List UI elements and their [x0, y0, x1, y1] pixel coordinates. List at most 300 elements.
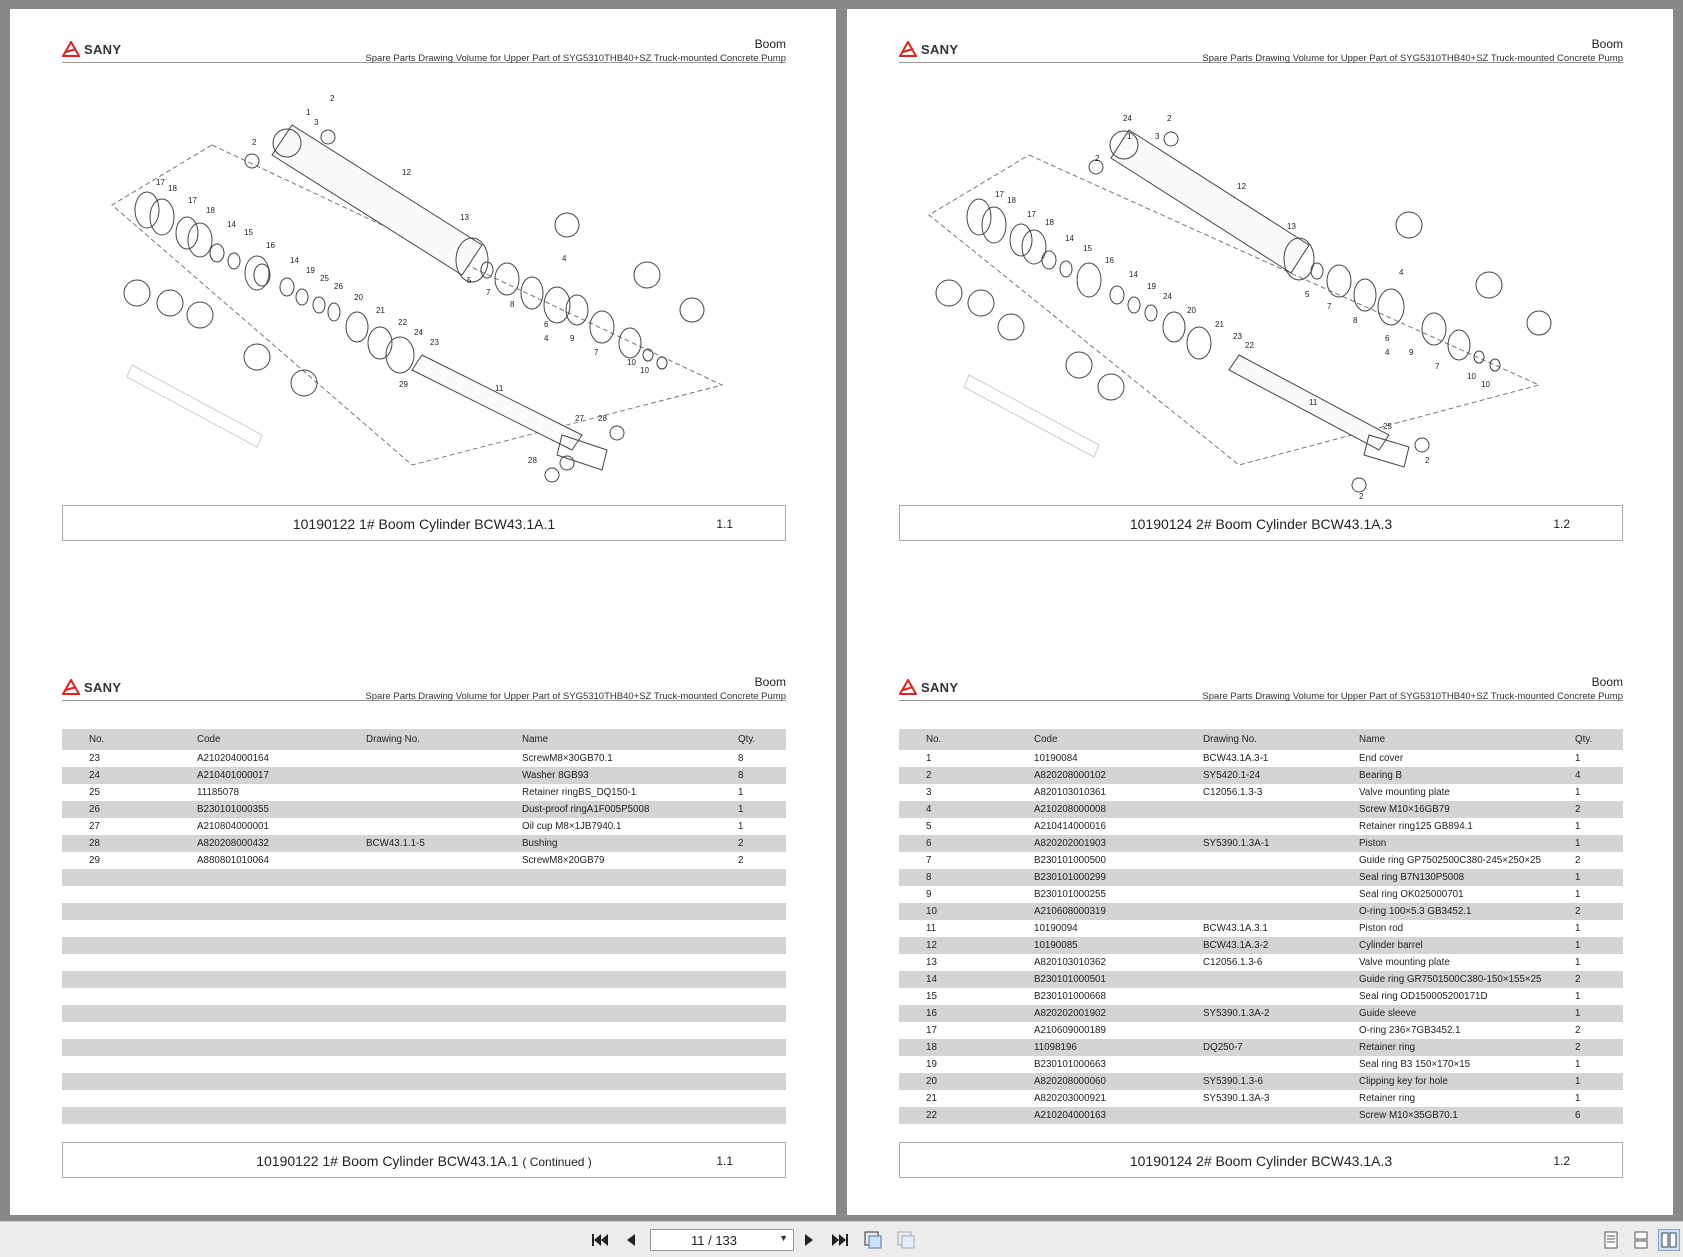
drawing-no: SY5390.1.3-6 [1176, 1073, 1332, 1090]
part-name [495, 1022, 738, 1039]
column-header: Code [1007, 729, 1176, 750]
drawing-no [339, 1022, 495, 1039]
svg-text:28: 28 [598, 414, 607, 423]
table-row [899, 1005, 1623, 1022]
part-qty [738, 1039, 786, 1056]
part-name: Screw M10×16GB79 [1332, 801, 1575, 818]
svg-text:20: 20 [354, 293, 363, 302]
table-row [62, 869, 786, 886]
sheet-header [899, 667, 1623, 701]
part-name: ScrewM8×20GB79 [522, 855, 605, 866]
drawing-caption [899, 505, 1623, 541]
document-page-right [847, 9, 1673, 1215]
part-code [170, 1022, 339, 1039]
svg-text:13: 13 [460, 213, 469, 222]
part-no [62, 1022, 170, 1039]
svg-text:10: 10 [627, 358, 636, 367]
exploded-view-drawing [62, 65, 786, 505]
sany-logo-icon [899, 41, 917, 57]
part-code: A210204000163 [1007, 1107, 1176, 1124]
column-header: Code [170, 729, 339, 750]
part-qty: 8 [738, 753, 744, 764]
drawing-no [339, 767, 495, 784]
part-qty [738, 937, 786, 954]
part-qty [738, 886, 786, 903]
table-row [62, 818, 786, 835]
document-subtitle: Spare Parts Drawing Volume for Upper Part of SYG5310THB40+SZ Truck-mounted Concrete Pump [365, 691, 786, 702]
part-code: A820208000432 [170, 835, 339, 852]
continuous-view-button[interactable] [1630, 1229, 1652, 1251]
svg-text:19: 19 [1147, 282, 1156, 291]
svg-text:1: 1 [1127, 132, 1132, 141]
drawing-no [1176, 1022, 1332, 1039]
part-name: Seal ring B3 150×170×15 [1359, 1059, 1471, 1070]
table-row [899, 1022, 1623, 1039]
single-page-icon [1604, 1231, 1618, 1249]
part-no: 9 [926, 889, 932, 900]
part-code: A210401000017 [170, 767, 339, 784]
part-qty: 1 [1575, 937, 1623, 954]
table-row [899, 937, 1623, 954]
table-row [899, 869, 1623, 886]
svg-text:9: 9 [570, 334, 575, 343]
drawing-no: BCW43.1A.3.1 [1203, 923, 1268, 934]
part-no [62, 869, 170, 886]
part-code: 10190084 [1034, 753, 1078, 764]
part-qty: 1 [1575, 1093, 1581, 1104]
part-no: 3 [926, 787, 932, 798]
table-row [62, 852, 786, 869]
table-row [899, 954, 1623, 971]
part-code [170, 1107, 339, 1124]
part-no: 20 [899, 1073, 1007, 1090]
part-code [170, 886, 339, 903]
part-code: A210804000001 [197, 821, 269, 832]
part-no: 12 [899, 937, 1007, 954]
part-name [495, 954, 738, 971]
svg-text:25: 25 [320, 274, 329, 283]
part-name [495, 1005, 738, 1022]
svg-text:2: 2 [1359, 492, 1364, 501]
page-number-field[interactable] [650, 1229, 794, 1251]
svg-text:22: 22 [398, 318, 407, 327]
drawing-no: BCW43.1.1-5 [339, 835, 495, 852]
part-no: 23 [89, 753, 100, 764]
table-title-text: 10190122 1# Boom Cylinder BCW43.1A.1 [256, 1153, 519, 1169]
svg-text:18: 18 [168, 184, 177, 193]
svg-text:7: 7 [594, 348, 599, 357]
table-row [899, 886, 1623, 903]
chevron-down-icon[interactable]: ▼ [779, 1233, 788, 1243]
next-page-icon [803, 1233, 815, 1247]
column-header: Qty. [738, 729, 786, 750]
part-no: 16 [899, 1005, 1007, 1022]
part-no [62, 903, 170, 920]
viewer-toolbar [0, 1221, 1683, 1257]
column-header: Drawing No. [1176, 729, 1332, 750]
part-no: 1 [926, 753, 932, 764]
sany-logo-icon [62, 679, 80, 695]
drawing-no [1176, 903, 1332, 920]
drawing-no: SY5390.1.3A-2 [1176, 1005, 1332, 1022]
part-qty: 2 [1575, 801, 1623, 818]
document-page-left [10, 9, 836, 1215]
part-name: Guide ring GR7501500C380-150×155×25 [1332, 971, 1575, 988]
svg-text:18: 18 [1007, 196, 1016, 205]
drawing-no: SY5420.1-24 [1176, 767, 1332, 784]
part-no: 19 [926, 1059, 937, 1070]
fit-width-button[interactable] [895, 1229, 917, 1251]
document-subtitle: Spare Parts Drawing Volume for Upper Part of SYG5310THB40+SZ Truck-mounted Concrete Pump [365, 53, 786, 64]
part-no: 7 [926, 855, 932, 866]
table-header-row [899, 729, 1623, 750]
part-name [495, 1073, 738, 1090]
part-qty [738, 988, 786, 1005]
fit-page-icon [863, 1230, 883, 1250]
prev-page-button[interactable] [620, 1229, 642, 1251]
part-qty [738, 1107, 786, 1124]
svg-text:10: 10 [640, 366, 649, 375]
part-code [170, 1039, 339, 1056]
part-name: Oil cup M8×1JB7940.1 [522, 821, 622, 832]
brand-logo [899, 41, 958, 57]
part-name: Guide ring GP7502500C380-245×250×25 [1359, 855, 1541, 866]
svg-text:10: 10 [1481, 380, 1490, 389]
table-caption [62, 1142, 786, 1178]
drawing-no [339, 869, 495, 886]
drawing-no [339, 784, 495, 801]
part-qty [738, 1056, 786, 1073]
sheet-header [62, 667, 786, 701]
drawing-no: BCW43.1A.3-1 [1203, 753, 1269, 764]
drawing-no [339, 1039, 495, 1056]
part-no [62, 988, 170, 1005]
part-qty: 1 [1575, 753, 1581, 764]
part-code: B230101000663 [1034, 1059, 1106, 1070]
table-row [899, 767, 1623, 784]
part-no: 2 [899, 767, 1007, 784]
table-row [899, 920, 1623, 937]
part-qty: 1 [1575, 1073, 1623, 1090]
part-code: 10190094 [1034, 923, 1078, 934]
part-name: Dust-proof ringA1F005P5008 [495, 801, 738, 818]
part-name: Valve mounting plate [1359, 787, 1450, 798]
column-header: Name [495, 729, 738, 750]
drawing-no [339, 852, 495, 869]
part-code [170, 988, 339, 1005]
svg-text:3: 3 [1155, 132, 1160, 141]
part-no: 5 [926, 821, 932, 832]
table-row [899, 1073, 1623, 1090]
part-name: Seal ring OD150005200171D [1359, 991, 1488, 1002]
drawing-title: 10190124 2# Boom Cylinder BCW43.1A.3 [1129, 516, 1393, 532]
part-qty: 1 [1575, 1059, 1581, 1070]
drawing-no [1176, 818, 1332, 835]
table-row [62, 1005, 786, 1022]
svg-text:4: 4 [1399, 268, 1404, 277]
part-name [495, 1107, 738, 1124]
part-name: Clipping key for hole [1332, 1073, 1575, 1090]
parts-table [62, 729, 786, 1124]
part-code: A820103010362 [1034, 957, 1106, 968]
drawing-no [339, 903, 495, 920]
part-no: 18 [899, 1039, 1007, 1056]
continuous-page-icon [1634, 1231, 1648, 1249]
svg-text:14: 14 [227, 220, 236, 229]
part-qty [738, 971, 786, 988]
part-code: A820202001903 [1007, 835, 1176, 852]
part-qty: 8 [738, 767, 786, 784]
part-name: Washer 8GB93 [495, 767, 738, 784]
table-row [899, 784, 1623, 801]
part-no: 25 [89, 787, 100, 798]
table-number: 1.2 [1553, 1154, 1570, 1168]
part-qty: 1 [1575, 1005, 1623, 1022]
part-no: 8 [899, 869, 1007, 886]
drawing-caption [62, 505, 786, 541]
part-code: A880801010064 [197, 855, 269, 866]
part-code [170, 971, 339, 988]
brand-logo [62, 41, 121, 57]
drawing-no [339, 971, 495, 988]
svg-text:18: 18 [206, 206, 215, 215]
table-row [899, 1107, 1623, 1124]
single-page-view-button[interactable] [1600, 1229, 1622, 1251]
part-qty: 1 [738, 801, 786, 818]
part-qty: 1 [1575, 957, 1581, 968]
svg-text:20: 20 [1187, 306, 1196, 315]
svg-text:17: 17 [188, 196, 197, 205]
column-header: Name [1332, 729, 1575, 750]
last-page-button[interactable] [829, 1229, 851, 1251]
part-code: A210609000189 [1034, 1025, 1106, 1036]
table-row [62, 937, 786, 954]
two-page-view-button[interactable] [1658, 1229, 1680, 1251]
next-page-button[interactable] [798, 1229, 820, 1251]
svg-text:15: 15 [1083, 244, 1092, 253]
svg-text:9: 9 [1409, 348, 1414, 357]
part-name [495, 920, 738, 937]
table-row [899, 852, 1623, 869]
drawing-sheet [899, 29, 1623, 541]
part-no [62, 971, 170, 988]
drawing-no [339, 818, 495, 835]
part-name [495, 886, 738, 903]
svg-text:16: 16 [266, 241, 275, 250]
part-name: Cylinder barrel [1332, 937, 1575, 954]
svg-text:5: 5 [1305, 290, 1310, 299]
svg-text:23: 23 [1233, 332, 1242, 341]
section-label: Boom [754, 37, 786, 51]
part-code: B230101000668 [1034, 991, 1106, 1002]
part-no [62, 886, 170, 903]
svg-text:24: 24 [1163, 292, 1172, 301]
part-qty [738, 1090, 786, 1107]
part-qty [738, 1005, 786, 1022]
table-row [62, 971, 786, 988]
continued-label: ( Continued ) [522, 1155, 592, 1169]
exploded-view-drawing [899, 65, 1623, 505]
part-code: A820103010361 [1034, 787, 1106, 798]
table-row [62, 903, 786, 920]
fit-page-button[interactable] [862, 1229, 884, 1251]
part-no [62, 1005, 170, 1022]
svg-text:11: 11 [1309, 398, 1318, 407]
table-row [899, 1056, 1623, 1073]
part-code: A820208000060 [1007, 1073, 1176, 1090]
drawing-no [1176, 971, 1332, 988]
part-code: A820202001902 [1007, 1005, 1176, 1022]
drawing-no [339, 1090, 495, 1107]
part-code: A210204000164 [197, 753, 269, 764]
table-header-row [62, 729, 786, 750]
part-no [62, 920, 170, 937]
part-qty [738, 920, 786, 937]
part-qty: 4 [1575, 767, 1623, 784]
svg-text:4: 4 [562, 254, 567, 263]
column-header: Drawing No. [339, 729, 495, 750]
svg-text:26: 26 [334, 282, 343, 291]
part-name [495, 903, 738, 920]
part-no: 13 [926, 957, 937, 968]
part-name: Bushing [495, 835, 738, 852]
part-code: B230101000299 [1007, 869, 1176, 886]
drawing-no [339, 988, 495, 1005]
part-name: Screw M10×35GB70.1 [1332, 1107, 1575, 1124]
document-subtitle: Spare Parts Drawing Volume for Upper Part of SYG5310THB40+SZ Truck-mounted Concrete Pump [1202, 691, 1623, 702]
table-caption [899, 1142, 1623, 1178]
part-qty: 1 [1575, 923, 1581, 934]
part-qty: 2 [1575, 855, 1581, 866]
part-name [495, 937, 738, 954]
part-code [170, 937, 339, 954]
drawing-number: 1.1 [716, 517, 733, 531]
table-row [62, 784, 786, 801]
part-code: B230101000255 [1034, 889, 1106, 900]
part-no [62, 1090, 170, 1107]
svg-text:12: 12 [402, 168, 411, 177]
svg-text:17: 17 [156, 178, 165, 187]
svg-text:16: 16 [1105, 256, 1114, 265]
drawing-no [1176, 852, 1332, 869]
part-qty: 1 [1575, 889, 1581, 900]
sheet-header [62, 29, 786, 63]
part-qty [738, 954, 786, 971]
first-page-button[interactable] [589, 1229, 611, 1251]
part-name: O-ring 236×7GB3452.1 [1359, 1025, 1461, 1036]
svg-text:24: 24 [1123, 114, 1132, 123]
svg-text:23: 23 [430, 338, 439, 347]
parts-list-sheet [62, 667, 786, 1178]
first-page-icon [591, 1233, 609, 1247]
part-code [170, 1056, 339, 1073]
table-row [899, 818, 1623, 835]
part-no: 26 [62, 801, 170, 818]
table-row [899, 988, 1623, 1005]
part-code [170, 920, 339, 937]
part-code [170, 869, 339, 886]
part-qty: 1 [1575, 991, 1581, 1002]
part-no: 15 [926, 991, 937, 1002]
part-no [62, 1039, 170, 1056]
svg-text:24: 24 [414, 328, 423, 337]
table-row [62, 801, 786, 818]
brand-logo [899, 679, 958, 695]
drawing-no: SY5390.1.3A-3 [1203, 1093, 1270, 1104]
table-title [63, 1153, 785, 1169]
part-name [495, 1056, 738, 1073]
sany-logo-icon [62, 41, 80, 57]
table-title: 10190124 2# Boom Cylinder BCW43.1A.3 [1129, 1153, 1393, 1169]
part-name: Guide sleeve [1332, 1005, 1575, 1022]
part-qty: 1 [1575, 869, 1623, 886]
part-qty: 2 [1575, 971, 1623, 988]
drawing-no [339, 1107, 495, 1124]
table-row [62, 920, 786, 937]
svg-text:2: 2 [252, 138, 257, 147]
drawing-number: 1.2 [1553, 517, 1570, 531]
drawing-no [1176, 1056, 1332, 1073]
brand-name: SANY [84, 41, 122, 57]
part-name: Bearing B [1332, 767, 1575, 784]
part-no: 14 [899, 971, 1007, 988]
table-row [62, 886, 786, 903]
part-qty: 1 [1575, 821, 1581, 832]
brand-name: SANY [84, 679, 122, 695]
svg-text:2: 2 [1167, 114, 1172, 123]
svg-text:17: 17 [1027, 210, 1036, 219]
part-no: 10 [899, 903, 1007, 920]
drawing-no [339, 954, 495, 971]
part-code [170, 954, 339, 971]
svg-text:4: 4 [544, 334, 549, 343]
part-name: Piston [1332, 835, 1575, 852]
table-row [62, 1039, 786, 1056]
svg-text:19: 19 [306, 266, 315, 275]
table-row [62, 767, 786, 784]
svg-text:8: 8 [510, 300, 515, 309]
table-row [899, 971, 1623, 988]
part-no: 29 [89, 855, 100, 866]
part-qty: 6 [1575, 1107, 1623, 1124]
svg-text:14: 14 [1065, 234, 1074, 243]
part-name: Seal ring B7N130P5008 [1332, 869, 1575, 886]
part-code: B230101000355 [170, 801, 339, 818]
drawing-no: C12056.1.3-3 [1203, 787, 1263, 798]
part-code: A820208000102 [1007, 767, 1176, 784]
sany-logo-icon [899, 679, 917, 695]
part-qty: 1 [738, 787, 744, 798]
drawing-no [339, 937, 495, 954]
two-page-icon [1661, 1232, 1677, 1248]
drawing-no [339, 1073, 495, 1090]
sheet-header [899, 29, 1623, 63]
boom-cylinder-drawing [899, 65, 1623, 505]
drawing-no [339, 801, 495, 818]
page-indicator: 11 / 133 [690, 1232, 738, 1248]
part-no: 21 [926, 1093, 937, 1104]
part-code: A210608000319 [1007, 903, 1176, 920]
section-label: Boom [1591, 675, 1623, 689]
drawing-no [1176, 886, 1332, 903]
part-qty [738, 1022, 786, 1039]
parts-list-sheet [899, 667, 1623, 1178]
svg-text:1: 1 [306, 108, 311, 117]
part-no: 27 [89, 821, 100, 832]
drawing-title: 10190122 1# Boom Cylinder BCW43.1A.1 [292, 516, 556, 532]
svg-text:5: 5 [467, 276, 472, 285]
part-code: 11185078 [197, 787, 240, 798]
